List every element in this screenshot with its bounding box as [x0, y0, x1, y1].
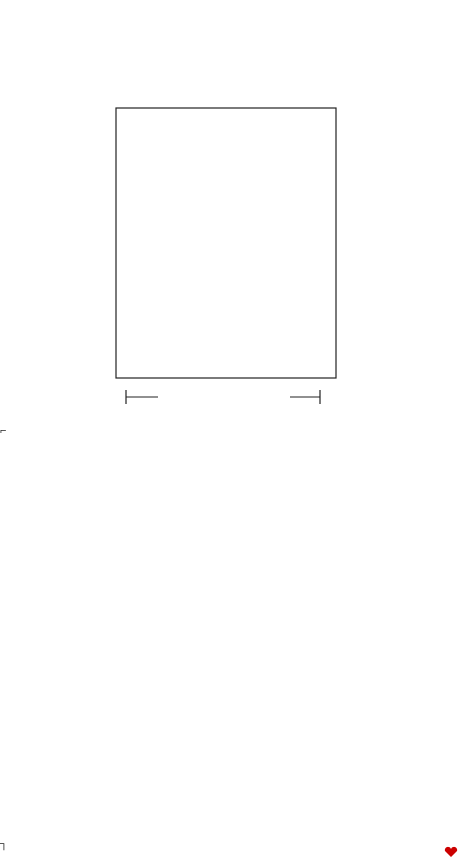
page-bracket-top: ⌐	[0, 425, 7, 437]
repeat-bracket	[126, 390, 320, 404]
chart-outline	[116, 108, 336, 378]
page-bracket-bottom: ┐	[0, 838, 8, 850]
heart-icon	[444, 844, 458, 856]
knitting-chart	[0, 98, 464, 416]
watermark	[444, 840, 458, 858]
